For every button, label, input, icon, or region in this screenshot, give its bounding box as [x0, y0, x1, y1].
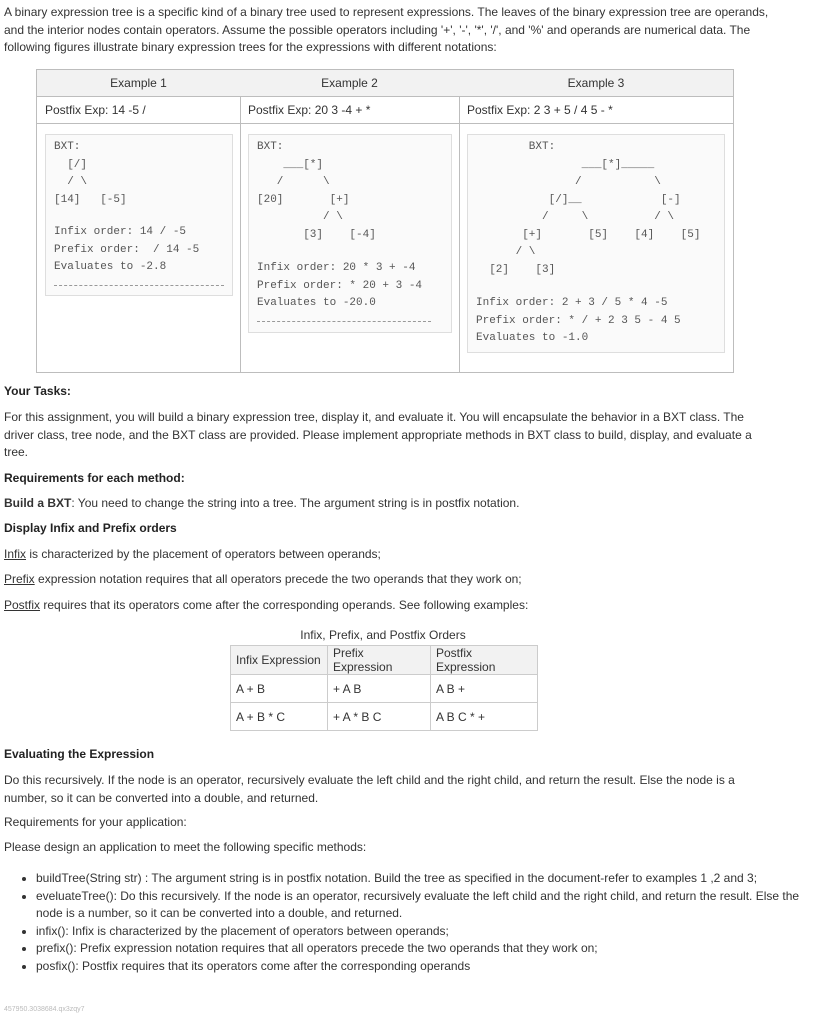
build-bxt-label: Build a BXT [4, 496, 72, 510]
build-bxt-text: : You need to change the string into a tree. The argument string is in postfix notation. [71, 496, 520, 510]
example-3-column [459, 70, 733, 372]
table-row [231, 675, 538, 703]
your-tasks-text: For this assignment, you will build a binary expression tree, display it, and evaluate it. You will encapsulate the behavior in a BXT class. The driver class, tree node, and the BXT class are provided. Please implement appropriate methods in BXT class to build, display, and evaluate a tree. [4, 410, 752, 459]
your-tasks-heading: Your Tasks: [4, 384, 71, 398]
footer-id: 457950.3038684.qx3zqy7 [4, 1006, 85, 1013]
list-item: • posfix(): Postfix requires that its operators come after the corresponding operands [36, 958, 806, 976]
methods-list [4, 870, 806, 975]
prefix-link[interactable]: Prefix [4, 572, 35, 586]
example-2-title: Example 2 [240, 70, 459, 97]
examples-table [36, 69, 734, 373]
orders-table-caption: Infix, Prefix, and Postfix Orders [300, 628, 466, 642]
infix-text: is characterized by the placement of operators between operands; [26, 547, 381, 561]
example-1-tree: BXT: [/] / \ [14] [-5] [54, 141, 127, 206]
example-1-code-box [45, 134, 233, 296]
example-2-postfix: Postfix Exp: 20 3 -4 + * [240, 97, 459, 124]
postfix-link[interactable]: Postfix [4, 598, 41, 612]
example-2-infix: Infix order: 20 * 3 + -4 [257, 262, 416, 274]
postfix-line [4, 598, 528, 612]
example-2-code-box [248, 134, 452, 333]
example-3-evaluates: Evaluates to -1.0 [476, 332, 589, 344]
orders-header-prefix: Prefix Expression [328, 646, 431, 675]
example-2-evaluates: Evaluates to -20.0 [257, 297, 376, 309]
infix-line [4, 547, 381, 561]
orders-cell: A B C * + [431, 703, 538, 731]
orders-cell: A + B * C [231, 703, 328, 731]
example-3-postfix: Postfix Exp: 2 3 + 5 / 4 5 - * [459, 97, 733, 124]
build-bxt-line [4, 496, 519, 510]
orders-cell: + A B [328, 675, 431, 703]
orders-cell: A + B [231, 675, 328, 703]
example-3-tree: BXT: ___[*]_____ / \ [/]__ [-] / \ / \ [+] [5] [4] [5] / \ [2] [3] [489, 141, 701, 276]
orders-header-postfix: Postfix Expression [431, 646, 538, 675]
example-2-separator [257, 321, 431, 322]
list-item: • prefix(): Prefix expression notation requires that all operators precede the two operands that they work on; [36, 940, 806, 958]
example-1-postfix: Postfix Exp: 14 -5 / [37, 97, 240, 124]
example-3-infix: Infix order: 2 + 3 / 5 * 4 -5 [476, 297, 668, 309]
infix-link[interactable]: Infix [4, 547, 27, 561]
requirements-app: Requirements for your application: [4, 815, 187, 829]
list-item: • infix(): Infix is characterized by the placement of operators between operands; [36, 923, 806, 941]
example-2-column [240, 70, 460, 372]
intro-paragraph: A binary expression tree is a specific kind of a binary tree used to represent expressions. The leaves of the binary expression tree are operands, and the interior nodes contain operators. Assume the possible operators including '+', '-', '*', '/', and '%' and operands are numerical data. The following figures illustrate binary expression trees for the expressions with different notations: [4, 5, 769, 54]
orders-cell: A B + [431, 675, 538, 703]
example-3-title: Example 3 [459, 70, 733, 97]
example-3-prefix: Prefix order: * / + 2 3 5 - 4 5 [476, 315, 681, 327]
list-item: • eveluateTree(): Do this recursively. If the node is an operator, recursively evaluate the left child and the right child, and return the result. Else the node is a number, so it can be converted into a double, and returned. [36, 888, 806, 923]
prefix-text: expression notation requires that all operators precede the two operands that they work on; [34, 572, 522, 586]
orders-header-infix: Infix Expression [231, 646, 328, 675]
example-2-prefix: Prefix order: * 20 + 3 -4 [257, 280, 423, 292]
design-text: Please design an application to meet the following specific methods: [4, 840, 367, 854]
example-1-prefix: Prefix order: / 14 -5 [54, 244, 200, 256]
orders-table-header-row [231, 646, 538, 675]
example-1-separator [54, 285, 224, 286]
evaluating-text: Do this recursively. If the node is an operator, recursively evaluate the left child and the right child, and return the result. Else the node is a number, so it can be converted into a double, and returned. [4, 773, 735, 805]
display-orders-heading: Display Infix and Prefix orders [4, 521, 177, 535]
evaluating-heading: Evaluating the Expression [4, 747, 155, 761]
postfix-text: requires that its operators come after the corresponding operands. See following examples: [40, 598, 529, 612]
example-1-evaluates: Evaluates to -2.8 [54, 261, 167, 273]
prefix-line [4, 572, 522, 586]
example-3-code-box [467, 134, 725, 353]
example-2-tree: BXT: ___[*] / \ [20] [+] / \ [3] [-4] [257, 141, 376, 241]
example-1-title: Example 1 [37, 70, 240, 97]
list-item: • buildTree(String str) : The argument string is in postfix notation. Build the tree as specified in the document-refer to examples 1 ,2 and 3; [36, 870, 806, 888]
orders-cell: + A * B C [328, 703, 431, 731]
table-row [231, 703, 538, 731]
orders-table [230, 645, 538, 731]
example-1-infix: Infix order: 14 / -5 [54, 226, 187, 238]
example-1-column [37, 70, 241, 372]
requirements-heading: Requirements for each method: [4, 471, 185, 485]
